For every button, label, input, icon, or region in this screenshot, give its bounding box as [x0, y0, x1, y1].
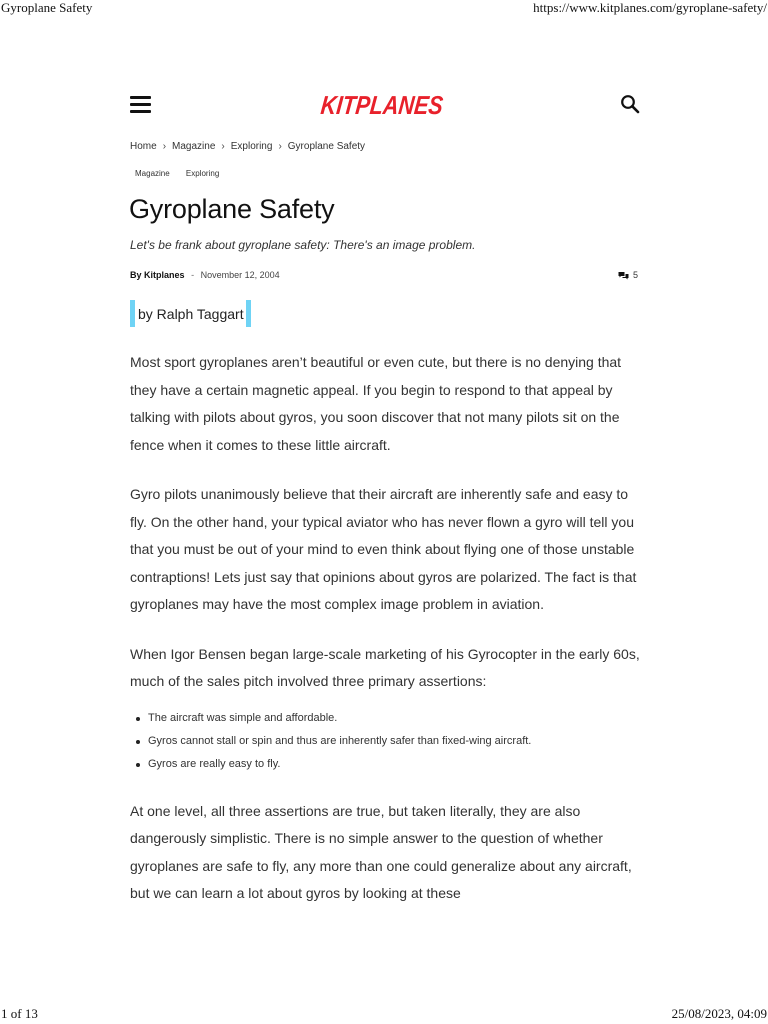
paragraph: At one level, all three assertions are true, but taken literally, they are also dangerously simplistic. There is no simple answer to the question of whether gyroplanes are safe to fly, any more than one could generalize about any aircraft, but we can learn a lot about gyros by looking at these: [130, 802, 632, 901]
byline-text: by Ralph Taggart: [138, 305, 244, 322]
paragraph: Most sport gyroplanes aren’t beautiful or even cute, but there is no denying that they have a certain magnetic appeal. If you begin to respond to that appeal by talking with pilots about gyros, you soon discover that not many pilots sit on the fence when it comes to these little aircraft.: [130, 354, 622, 453]
breadcrumb: [130, 141, 365, 152]
comments-link[interactable]: [618, 270, 638, 280]
list-item: Gyros cannot stall or spin and thus are inherently safer than fixed-wing aircraft.: [134, 730, 640, 753]
breadcrumb-current: Gyroplane Safety: [287, 141, 366, 152]
comment-count: 5: [632, 270, 638, 280]
print-datetime: 25/08/2023, 04:09: [671, 1006, 767, 1021]
assertions-list: [134, 707, 640, 776]
breadcrumb-magazine[interactable]: Magazine: [172, 141, 216, 152]
author-link[interactable]: Kitplanes: [144, 270, 185, 280]
site-header: [130, 86, 640, 122]
hamburger-menu-icon[interactable]: [130, 96, 152, 112]
list-item: Gyros are really easy to fly.: [134, 753, 640, 776]
category-tag-exploring[interactable]: Exploring: [185, 169, 220, 178]
breadcrumb-separator: ›: [221, 141, 225, 152]
category-tags: [135, 169, 233, 178]
article-subtitle: Let's be frank about gyroplane safety: There's an image problem.: [130, 238, 476, 252]
print-header: [0, 0, 768, 18]
category-tag-magazine[interactable]: Magazine: [135, 169, 170, 178]
byline-highlight: [130, 300, 251, 327]
list-item: The aircraft was simple and affordable.: [134, 707, 640, 730]
print-page-url[interactable]: https://www.kitplanes.com/gyroplane-safety/: [533, 0, 767, 15]
highlight-bar-right: [246, 300, 251, 327]
paragraph: Gyro pilots unanimously believe that their aircraft are inherently safe and easy to fly. On the other hand, your typical aviator who has never flown a gyro will tell you that you must be out of your mind to even think about flying one of those unstable contraptions! Lets just say that opinions about gyros are polarized. The fact is that gyroplanes may have the most complex image problem in aviation.: [130, 486, 637, 612]
logo-text: KITPLANES: [319, 90, 470, 120]
publish-date: November 12, 2004: [200, 270, 280, 280]
article-meta: [130, 270, 280, 280]
by-label: By: [130, 270, 142, 280]
article-title: Gyroplane Safety: [129, 194, 335, 224]
breadcrumb-separator: ›: [278, 141, 282, 152]
breadcrumb-exploring[interactable]: Exploring: [230, 141, 273, 152]
breadcrumb-separator: ›: [162, 141, 167, 152]
search-icon[interactable]: [620, 94, 640, 114]
meta-separator: -: [191, 270, 195, 280]
print-footer: [0, 1006, 768, 1024]
print-page-title: Gyroplane Safety: [1, 0, 93, 15]
print-page-number: 1 of 13: [1, 1006, 38, 1021]
comments-icon: [618, 271, 629, 280]
paragraph: When Igor Bensen began large-scale marketing of his Gyrocopter in the early 60s, much of the sales pitch involved three primary assertions:: [130, 645, 640, 689]
kitplanes-logo[interactable]: [319, 86, 470, 122]
article-body: [130, 349, 640, 930]
breadcrumb-home[interactable]: Home: [130, 141, 157, 152]
